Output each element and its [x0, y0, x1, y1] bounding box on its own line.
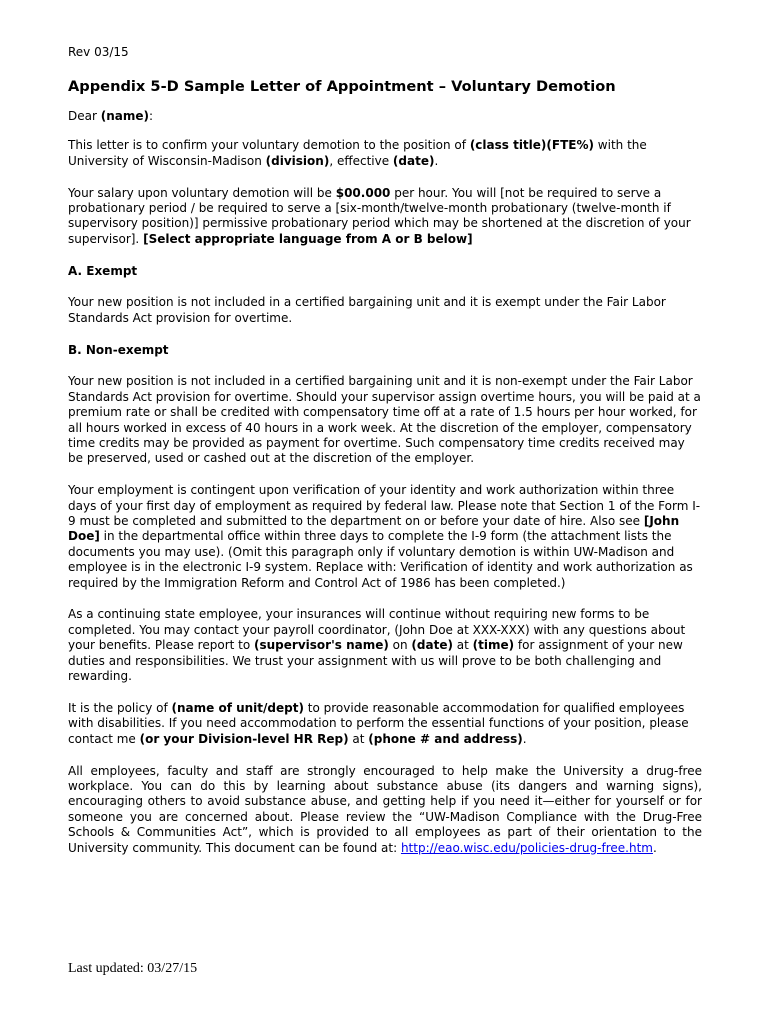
- select-language-note: [Select appropriate language from A or B below]: [143, 231, 473, 246]
- report-time-placeholder: (time): [472, 638, 515, 653]
- section-b-text: Your new position is not included in a certified bargaining unit and it is non-exempt under the Fair Labor Standards Act provision for overtime. Should your supervisor assign overtime hours, you will be paid at a premium rate or shall be credited with compensatory time off at a rate of 1.5 hours per hour worked, for all hours worked in excess of 40 hours in a work week. At the discretion of the employer, compensatory time credits may be provided as payment for overtime. Such compensatory time credits received may be preserved, used or cashed out at the discretion of the employer.: [68, 374, 701, 466]
- last-updated-footer: Last updated: 03/27/15: [68, 961, 198, 976]
- section-a-text: Your new position is not included in a certified bargaining unit and it is exempt under the Fair Labor Standards Act provision for overtime.: [68, 295, 666, 325]
- name-placeholder: (name): [100, 109, 149, 123]
- section-b-heading: B. Non-exempt: [68, 342, 169, 357]
- paragraph-confirmation: This letter is to confirm your voluntary demotion to the position of (class title)(FTE%) with the University of Wisconsin-Madison (division), effective (date).: [68, 138, 647, 168]
- salary-placeholder: $00.000: [335, 185, 391, 200]
- contact-placeholder: [John Doe]: [68, 514, 680, 544]
- page-title: Appendix 5-D Sample Letter of Appointment – Voluntary Demotion: [68, 78, 616, 95]
- paragraph-drug-free: All employees, faculty and staff are strongly encouraged to help make the University a drug-free workplace. You can do this by learning about substance abuse (its dangers and warning signs), encouraging others to avoid substance abuse, and getting help if you need it—either for yourself or for someone you are concerned about. Please review the “UW-Madison Compliance with the Drug-Free Schools & Communities Act”, which is provided to all employees as part of their orientation to the University community. This document can be found at: http://eao.wisc.edu/policies-drug-free.htm.: [68, 763, 702, 855]
- revision-label: Rev 03/15: [68, 45, 129, 59]
- letter-body: [68, 44, 702, 872]
- paragraph-salary: Your salary upon voluntary demotion will be $00.000 per hour. You will [not be required to serve a probationary period / be required to serve a [six-month/twelve-month probationary (twelve-month if supervisory position)] permissive probationary period which may be shortened at the discretion of your supervisor]. [Select appropriate language from A or B below]: [68, 185, 691, 246]
- supervisor-placeholder: (supervisor's name): [254, 638, 389, 653]
- division-placeholder: (division): [265, 153, 330, 168]
- class-title-placeholder: (class title)(FTE%): [469, 138, 594, 153]
- phone-address-placeholder: (phone # and address): [368, 731, 523, 746]
- paragraph-insurance: As a continuing state employee, your insurances will continue without requiring new forms to be completed. You may contact your payroll coordinator, (John Doe at XXX-XXX) with any questions about your benefits. Please report to (supervisor's name) on (date) at (time) for assignment of your new duties and responsibilities. We trust your assignment with us will prove to be both challenging and rewarding.: [68, 607, 686, 684]
- paragraph-employment-verification: Your employment is contingent upon verification of your identity and work authorization within three days of your first day of employment as required by federal law. Please note that Section 1 of the Form I-9 must be completed and submitted to the department on or before your date of hire. Also see [John Doe] in the departmental office within three days to complete the I-9 form (the attachment lists the documents you may use). (Omit this paragraph only if voluntary demotion is within UW-Madison and employee is in the electronic I-9 system. Replace with: Verification of identity and work authorization as required by the Immigration Reform and Control Act of 1986 has been completed.): [68, 483, 701, 590]
- section-a-heading: A. Exempt: [68, 263, 138, 278]
- report-date-placeholder: (date): [411, 638, 453, 653]
- salutation: Dear (name):: [68, 109, 154, 123]
- date-placeholder: (date): [392, 153, 435, 168]
- hr-rep-placeholder: (or your Division-level HR Rep): [139, 731, 349, 746]
- paragraph-accommodation: It is the policy of (name of unit/dept) to provide reasonable accommodation for qualified employees with disabilities. If you need accommodation to perform the essential functions of your position, please contact me (or your Division-level HR Rep) at (phone # and address).: [68, 700, 689, 746]
- drug-free-policy-link[interactable]: http://eao.wisc.edu/policies-drug-free.htm: [400, 840, 653, 855]
- unit-placeholder: (name of unit/dept): [171, 700, 304, 715]
